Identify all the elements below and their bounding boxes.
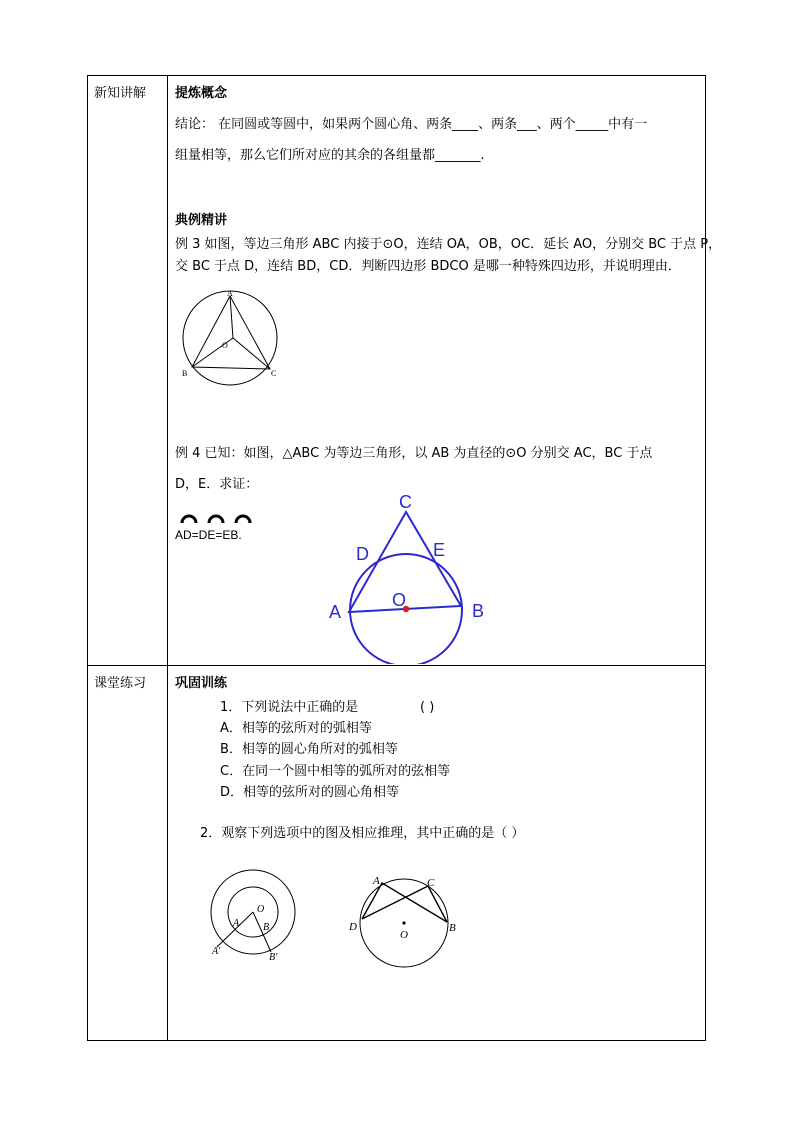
question-1-option-a: A．相等的弦所对的弧相等 <box>220 721 372 736</box>
arc-symbols <box>178 511 258 527</box>
fig3-label-a: A <box>233 918 240 929</box>
question-2-figure-right <box>342 872 462 972</box>
fig2-label-b: B <box>472 601 485 621</box>
example-3-line-2: 交 BC 于点 D，连结 BD，CD．判断四边形 BDCO 是哪一种特殊四边形，并说明理由． <box>175 259 681 274</box>
conclusion-line-1: 结论： 在同圆或等圆中，如果两个圆心角、两条____、两条___、两个_____中有一 <box>175 117 648 132</box>
fig1-label-c: C <box>271 369 277 378</box>
question-1-answer-blank: ( ) <box>420 700 435 715</box>
fig4-label-o: O <box>400 929 408 941</box>
example-4-proof: AD=DE=EB. <box>175 528 242 542</box>
fig2-label-c: C <box>399 492 412 512</box>
conclusion-line-2: 组量相等，那么它们所对应的其余的各组量都_______. <box>175 148 485 163</box>
row-label-classroom-practice: 课堂练习 <box>94 676 147 691</box>
example-4-line-1: 例 4 已知：如图，△ABC 为等边三角形，以 AB 为直径的⊙O 分别交 AC，BC 于点 <box>175 446 653 461</box>
question-2-stem: 2．观察下列选项中的图及相应推理，其中正确的是（ ） <box>200 826 525 841</box>
fig2-label-a: A <box>329 602 342 622</box>
fig2-label-o: O <box>392 590 407 610</box>
fig4-label-b: B <box>449 922 456 934</box>
example-4-line-2: D，E．求证： <box>175 477 259 492</box>
fig2-label-d: D <box>356 544 369 564</box>
example-3-line-1: 例 3 如图，等边三角形 ABC 内接于⊙O，连结 OA，OB，OC．延长 AO，分别交 BC 于点 P， <box>175 237 722 252</box>
fig1-label-o: O <box>222 341 228 350</box>
fig3-label-o: O <box>257 904 265 915</box>
row-label-new-knowledge: 新知讲解 <box>94 86 147 101</box>
fig3-label-b: B <box>263 922 270 933</box>
practice-heading: 巩固训练 <box>175 676 228 691</box>
concept-heading: 提炼概念 <box>175 86 228 101</box>
fig1-label-b: B <box>182 369 188 378</box>
question-1-option-b: B．相等的圆心角所对的弧相等 <box>220 742 398 757</box>
fig4-label-a: A <box>373 875 380 887</box>
question-1-stem: 1．下列说法中正确的是 <box>220 700 359 715</box>
fig3-label-b-prime: B′ <box>269 952 278 963</box>
fig1-label-a: A <box>227 289 233 298</box>
question-2-figure-left <box>205 864 305 964</box>
examples-heading: 典例精讲 <box>175 213 228 228</box>
fig3-label-a-prime: A′ <box>212 946 221 957</box>
fig4-label-c: C <box>427 877 435 889</box>
question-1-option-c: C．在同一个圆中相等的弧所对的弦相等 <box>220 764 451 779</box>
row-divider <box>87 665 706 666</box>
fig2-label-e: E <box>433 540 446 560</box>
fig4-label-d: D <box>349 921 357 933</box>
example-3-figure <box>176 286 286 390</box>
column-divider <box>167 75 168 1041</box>
question-1-option-d: D．相等的弦所对的圆心角相等 <box>220 785 400 800</box>
example-4-figure <box>324 488 494 664</box>
